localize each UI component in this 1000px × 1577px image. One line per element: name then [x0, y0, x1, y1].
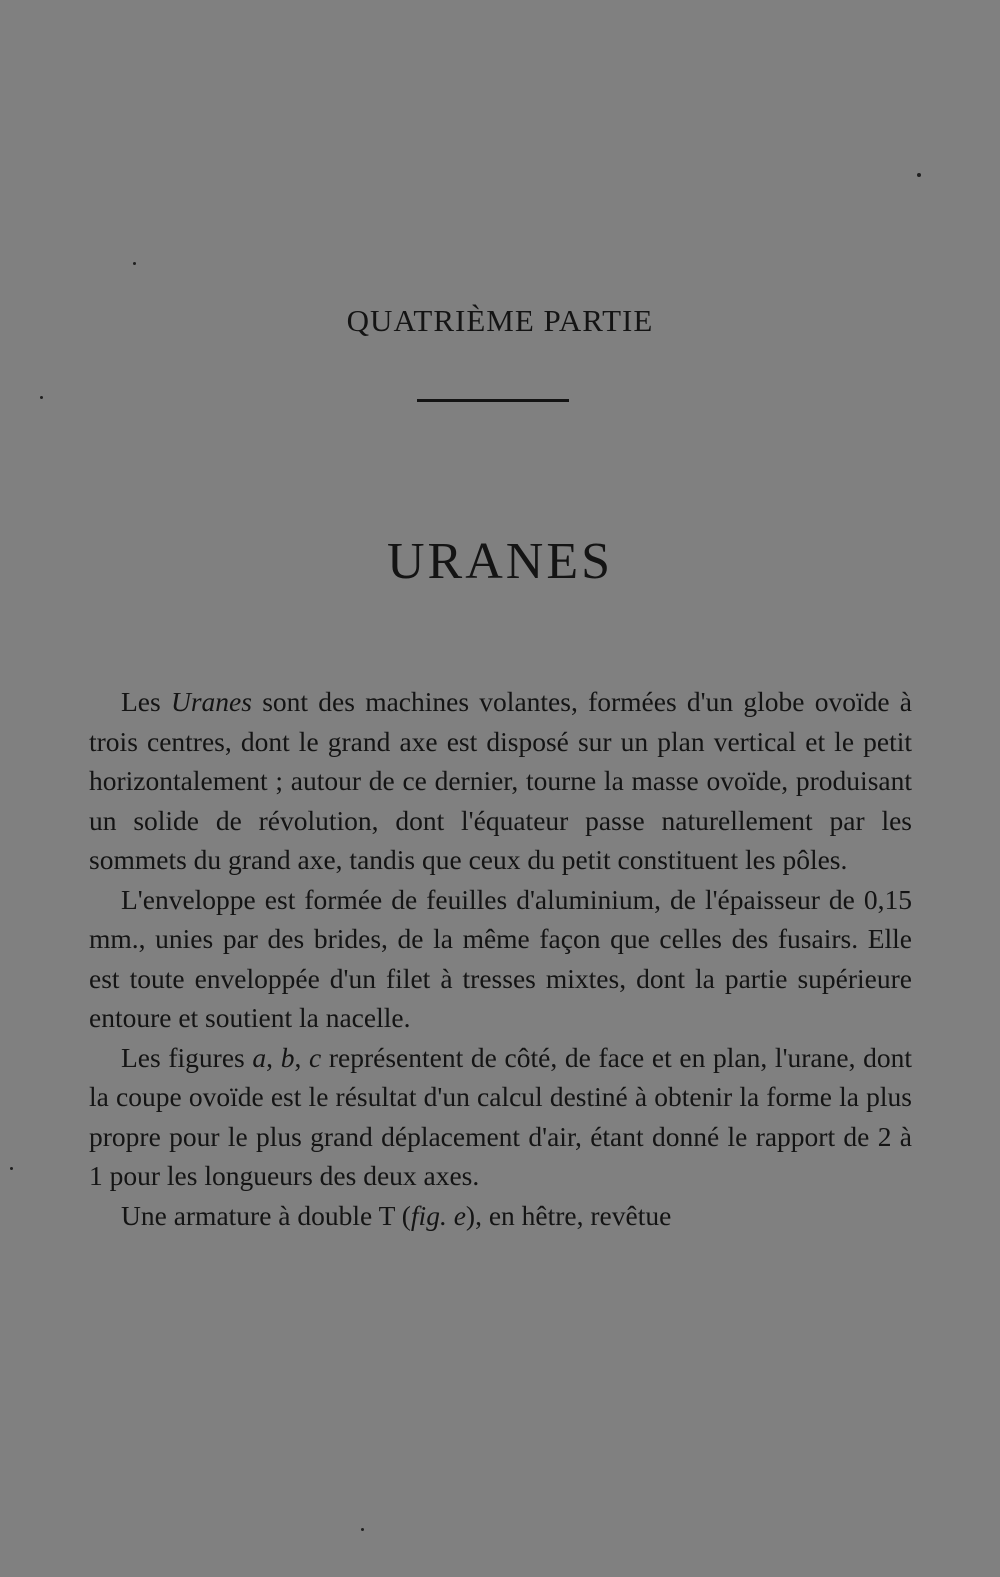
body-text — [89, 682, 912, 1235]
paragraph-1 — [89, 682, 912, 880]
scan-speck — [40, 396, 43, 399]
paragraph-1-start: Les — [121, 686, 171, 717]
figure-ref-a: a — [252, 1041, 267, 1073]
paragraph-4 — [89, 1196, 912, 1236]
scan-speck — [133, 262, 136, 265]
scan-speck — [917, 173, 921, 177]
scan-speck — [361, 1528, 364, 1531]
paragraph-1-rest: sont des machines volantes, formées d'un globe ovoïde à trois centres, dont le grand axe est disposé sur un plan vertical et le petit horizontalement ; autour de ce dernier, tourne la masse ovoïde, produisant un solide de révolution, dont l'équateur passe naturellement par les sommets du grand axe, tandis que ceux du petit constituent les pôles. — [89, 686, 912, 875]
part-title: QUATRIÈME PARTIE — [346, 303, 654, 338]
paragraph-3-start: Les figures — [121, 1041, 253, 1073]
scan-speck — [10, 1167, 13, 1170]
paragraph-1-italic-term: Uranes — [170, 686, 252, 717]
title-divider — [417, 399, 569, 402]
figure-ref-b: b — [280, 1041, 295, 1073]
paragraph-3-rest: représentent de côté, de face et en plan, l'urane, dont la coupe ovoïde est le résultat d'un calcul destiné à obtenir la forme la plus propre pour le plus grand déplacement d'air, étant donné le rapport de 2 à 1 pour les longueurs des deux axes. — [89, 1041, 913, 1191]
figure-ref-c: c — [309, 1041, 322, 1073]
paragraph-3 — [89, 1038, 912, 1196]
chapter-title: URANES — [386, 533, 614, 590]
separator: , — [294, 1041, 309, 1073]
figure-ref-e: fig. e — [410, 1199, 466, 1231]
paragraph-2: L'enveloppe est formée de feuilles d'aluminium, de l'épaisseur de 0,15 mm., unies par des brides, de la même façon que celles des fusairs. Elle est toute enveloppée d'un filet à tresses mixtes, dont la partie supérieure entoure et soutient la nacelle. — [89, 883, 912, 1033]
separator: , — [266, 1041, 281, 1073]
paragraph-4-rest: ), en hêtre, revêtue — [465, 1199, 672, 1231]
paragraph-4-start: Une armature à double T ( — [121, 1199, 411, 1231]
